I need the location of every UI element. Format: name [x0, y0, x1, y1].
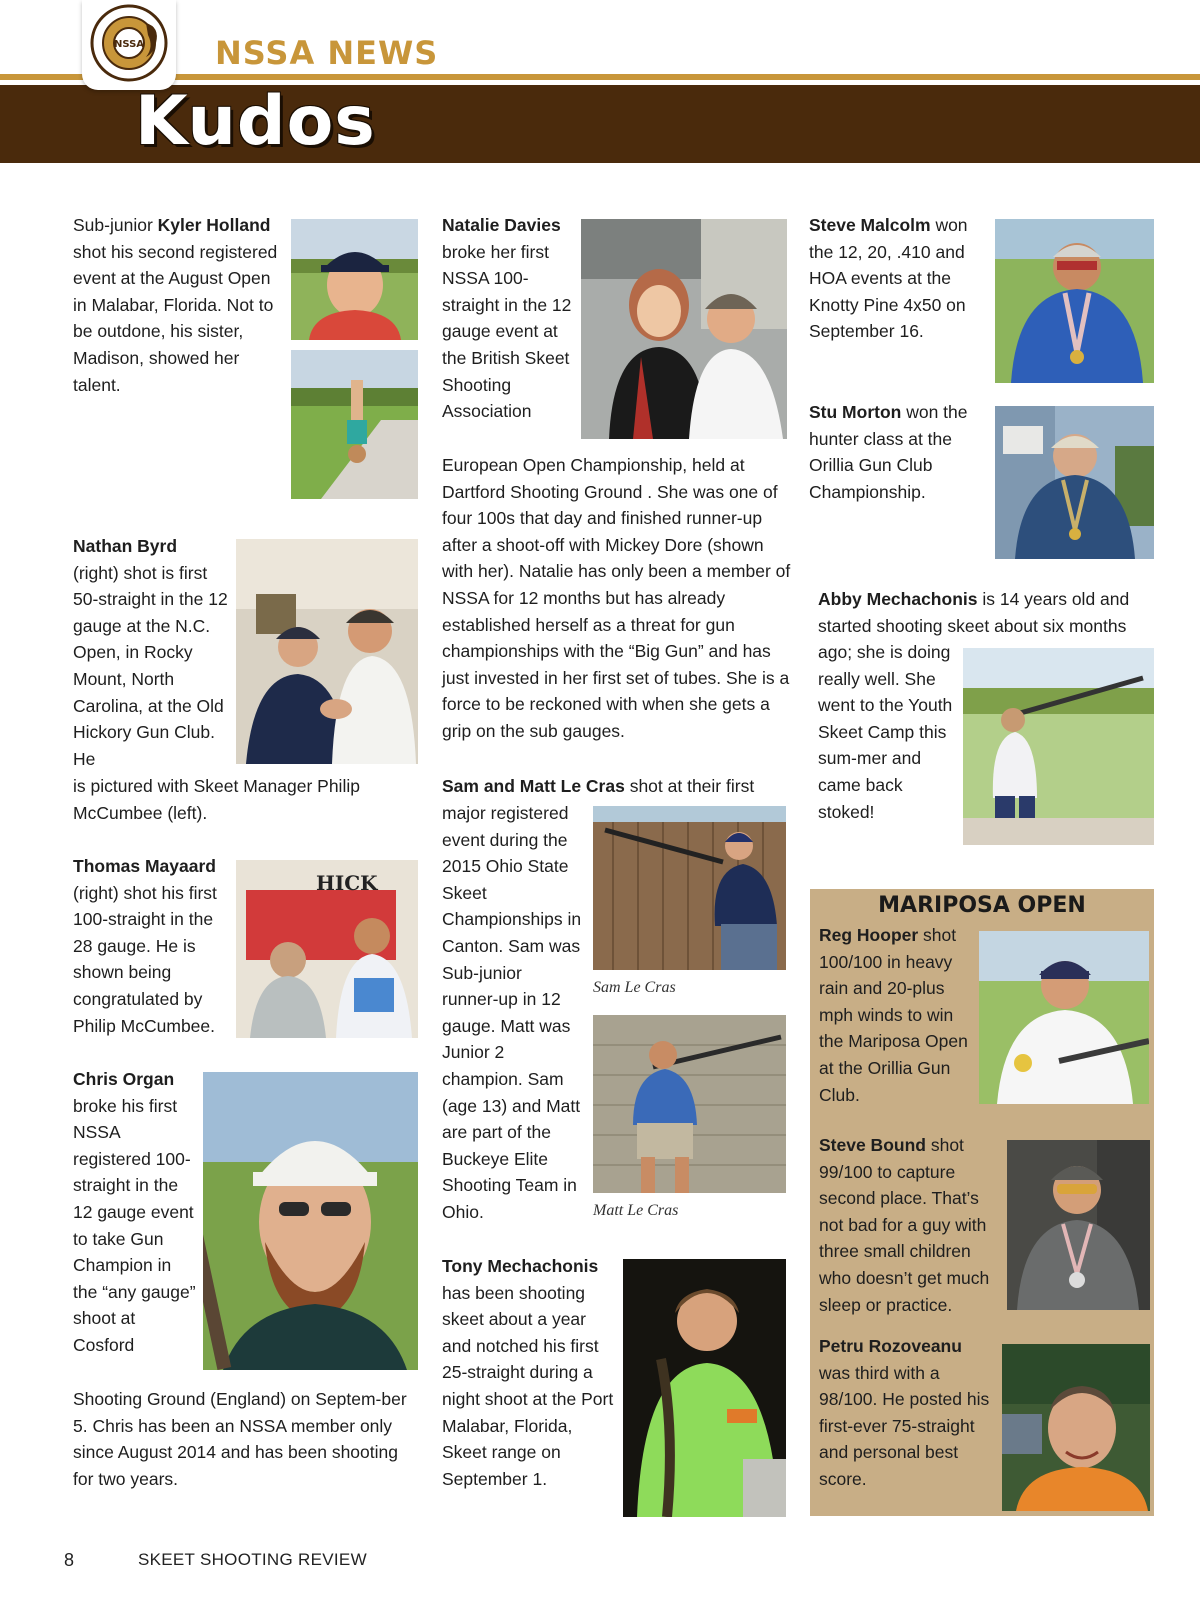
sam-le-cras-caption: Sam Le Cras	[593, 979, 676, 996]
stu-morton-story: Stu Morton won the hunter class at the Orillia Gun Club Championship.	[809, 402, 968, 502]
section-label: NSSA NEWS	[215, 34, 439, 72]
steve-bound-story: Steve Bound shot 99/100 to capture second place. That’s not bad for a guy with three small children who doesn’t get much sleep or practice.	[819, 1135, 990, 1315]
page-number: 8	[64, 1550, 75, 1570]
stu-morton-photo	[995, 406, 1154, 559]
svg-text:HICK: HICK	[316, 871, 378, 895]
page-title: Kudos	[135, 82, 376, 161]
le-cras-story: major registered event during the 2015 Ohio State Skeet Championships in Canton. Sam was Sub-junior runner-up in 12 gauge. Matt was Junior 2 champion. Sam (age 13) and Matt are part of the Buckeye Elite Shooting Team in Ohio.	[442, 803, 582, 1222]
chris-organ-story: Chris Organ broke his first NSSA registered 100-straight in the 12 gauge event to take Gun Champion in the “any gauge” shoot at Cosford	[73, 1069, 196, 1355]
nathan-byrd-story-cont: is pictured with Skeet Manager Philip McCumbee (left).	[73, 776, 360, 823]
sidebar-title: MARIPOSA OPEN	[878, 893, 1086, 918]
steve-malcolm-story: Steve Malcolm won the 12, 20, .410 and HOA events at the Knotty Pine 4x50 on September 16.	[809, 215, 968, 342]
steve-bound-photo	[1007, 1140, 1150, 1310]
tony-mechachonis-story: Tony Mechachonis has been shooting skeet about a year and notched his first 25-straight during a night shoot at the Port Malabar, Florida, Skeet range on September 1.	[442, 1256, 614, 1489]
thomas-mayaard-photo	[236, 860, 418, 1038]
matt-le-cras-photo	[593, 1015, 786, 1193]
header-gold-rule	[0, 74, 1200, 80]
natalie-davies-story-cont: European Open Championship, held at Dartford Shooting Ground . She was one of four 100s that day and finished runner-up after a shoot-off with Mickey Dore (shown with her). Natalie has only been a member of NSSA for 12 months but has already established herself as a threat for gun championships with the “Big Gun” and has just invested in her first set of tubes. She is a force to be reckoned with when she gets a grip on the sub gauges.	[442, 455, 791, 741]
le-cras-story-head: Sam and Matt Le Cras shot at their first	[442, 776, 755, 796]
reg-hooper-story: Reg Hooper shot 100/100 in heavy rain and 20-plus mph winds to win the Mariposa Open at the Orillia Gun Club.	[819, 925, 968, 1105]
kyler-holland-story: Sub-junior Kyler Holland shot his second registered event at the August Open in Malabar, Florida. Not to be outdone, his sister, Madison, showed her talent.	[73, 215, 278, 395]
svg-text:NSSA: NSSA	[113, 39, 145, 50]
publication-name: SKEET SHOOTING REVIEW	[138, 1550, 367, 1569]
matt-le-cras-caption: Matt Le Cras	[593, 1202, 679, 1219]
reg-hooper-photo	[979, 931, 1149, 1104]
nathan-byrd-story: Nathan Byrd (right) shot is first 50-straight in the 12 gauge at the N.C. Open, in Rocky Mount, North Carolina, at the Old Hickory Gun Club. He	[73, 536, 228, 769]
nssa-logo	[82, 0, 176, 90]
kyler-holland-photo	[291, 219, 418, 340]
natalie-davies-story: Natalie Davies broke her first NSSA 100-straight in the 12 gauge event at the British Skeet Shooting Association	[442, 215, 572, 422]
nssa-logo-icon	[88, 3, 170, 85]
petru-rozoveanu-story: Petru Rozoveanu was third with a 98/100. He posted his first-ever 75-straight and personal best score.	[819, 1336, 990, 1489]
steve-malcolm-photo	[995, 219, 1154, 383]
tony-mechachonis-photo	[623, 1259, 786, 1517]
chris-organ-photo	[203, 1072, 418, 1370]
madison-holland-photo	[291, 350, 418, 499]
abby-mechachonis-story-head: Abby Mechachonis is 14 years old and started shooting skeet about six months	[818, 589, 1130, 636]
sam-le-cras-photo	[593, 806, 786, 970]
thomas-mayaard-story: Thomas Mayaard (right) shot his first 100-straight in the 28 gauge. He is shown being congratulated by Philip McCumbee.	[73, 856, 217, 1036]
nathan-byrd-photo	[236, 539, 418, 764]
abby-mechachonis-story: ago; she is doing really well. She went to the Youth Skeet Camp this sum-mer and came back stoked!	[818, 642, 953, 822]
chris-organ-story-cont: Shooting Ground (England) on Septem-ber 5. Chris has been an NSSA member only since August 2014 and has been shooting for two years.	[73, 1389, 407, 1489]
abby-mechachonis-photo	[963, 648, 1154, 845]
petru-rozoveanu-photo	[1002, 1344, 1150, 1511]
natalie-davies-photo	[581, 219, 787, 439]
